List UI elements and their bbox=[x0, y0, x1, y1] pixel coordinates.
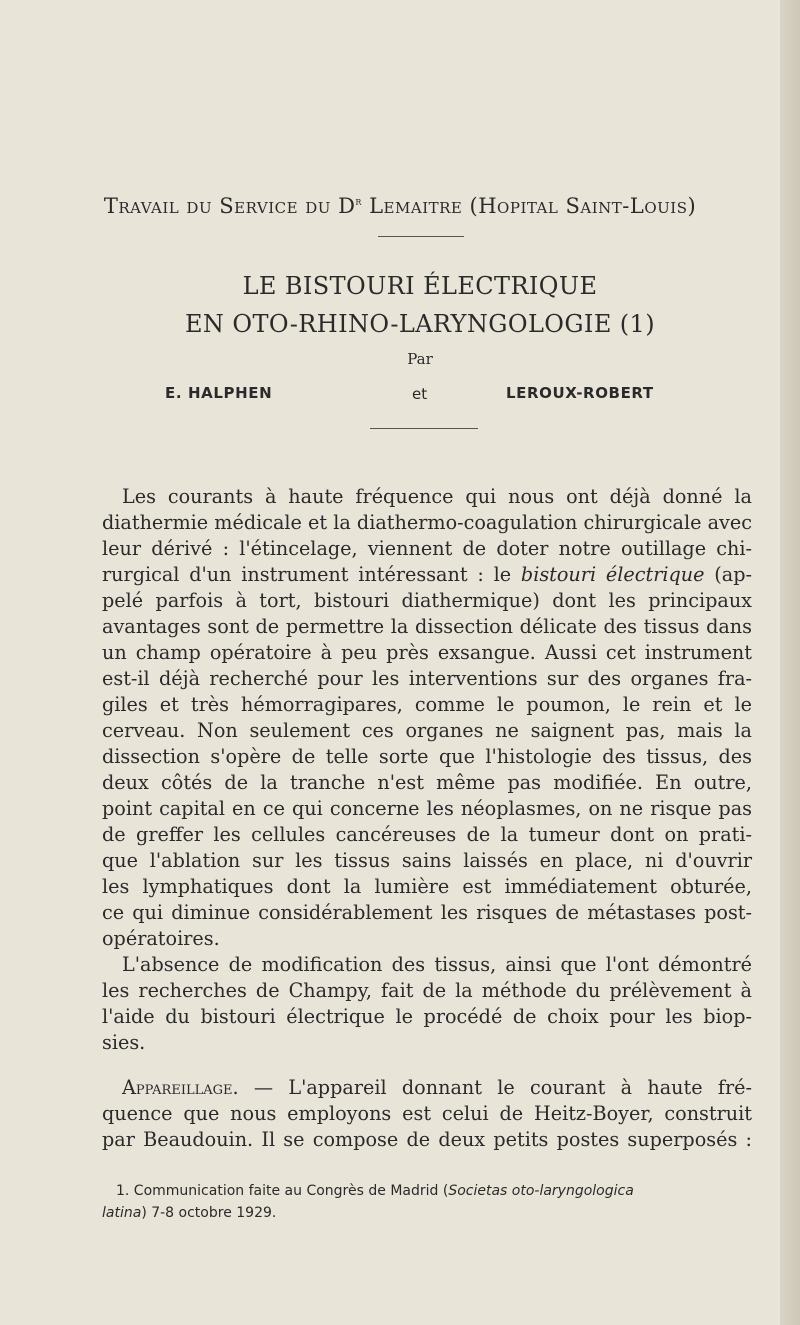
body-line: quence que nous employons est celui de Heitz-Boyer, construit bbox=[102, 1102, 752, 1125]
body-line: Les courants à haute fréquence qui nous ont déjà donné la bbox=[122, 485, 752, 508]
author-1: E. HALPHEN bbox=[165, 384, 273, 402]
body-line: rurgical d'un instrument intéressant : le bistouri électrique (ap- bbox=[102, 563, 752, 586]
running-header: Travail du Service du $D^r$ Lemaitre (Hopital Saint-Louis) bbox=[103, 194, 697, 218]
body-line: un champ opératoire à peu près exsangue. Aussi cet instrument bbox=[102, 641, 752, 664]
footnote: 1. Communication faite au Congrès de Madrid (Societas oto-laryngologica latina) 7-8 octobre 1929. bbox=[102, 1183, 634, 1221]
body-line: dissection s'opère de telle sorte que l'histologie des tissus, des bbox=[102, 745, 752, 768]
byline-et: et bbox=[412, 385, 428, 403]
title-line-1: LE BISTOURI ÉLECTRIQUE bbox=[242, 272, 598, 300]
italic-term: bistouri électrique bbox=[520, 563, 705, 586]
body-line: que l'ablation sur les tissus sains laissés en place, ni d'ouvrir bbox=[102, 849, 752, 872]
body-line: deux côtés de la tranche n'est même pas modifiée. En outre, bbox=[102, 771, 752, 794]
body-line: opératoires. bbox=[102, 927, 220, 950]
body-line: est-il déjà recherché pour les interventions sur des organes fra- bbox=[102, 667, 752, 690]
body-line: les lymphatiques dont la lumière est immédiatement obturée, bbox=[102, 875, 752, 898]
body-line: sies. bbox=[102, 1031, 146, 1054]
body-line: l'aide du bistouri électrique le procédé de choix pour les biop- bbox=[102, 1005, 752, 1028]
body-line: L'absence de modification des tissus, ainsi que l'ont démontré bbox=[122, 953, 752, 976]
body-line: ce qui diminue considérablement les risques de métastases post- bbox=[102, 901, 752, 924]
header-rule bbox=[378, 236, 464, 237]
body-line: leur dérivé : l'étincelage, viennent de doter notre outillage chi- bbox=[102, 537, 752, 560]
section-lead: Appareillage. bbox=[122, 1076, 239, 1099]
body-line: cerveau. Non seulement ces organes ne saignent pas, mais la bbox=[102, 719, 752, 742]
body-line: point capital en ce qui concerne les néoplasmes, on ne risque pas bbox=[102, 797, 752, 820]
byline-rule bbox=[370, 428, 478, 429]
body-line: diathermie médicale et la diathermo-coagulation chirurgicale avec bbox=[102, 511, 752, 534]
body-line: de greffer les cellules cancéreuses de la tumeur dont on prati- bbox=[102, 823, 752, 846]
body-line: giles et très hémorragipares, comme le poumon, le rein et le bbox=[102, 693, 752, 716]
body-line: Appareillage. — L'appareil donnant le courant à haute fré- bbox=[122, 1076, 752, 1099]
author-2: LEROUX-ROBERT bbox=[506, 384, 654, 402]
body-line: les recherches de Champy, fait de la méthode du prélèvement à bbox=[102, 979, 752, 1002]
byline-par: Par bbox=[407, 350, 433, 368]
body-line: pelé parfois à tort, bistouri diathermique) dont les principaux bbox=[102, 589, 752, 612]
body-line: avantages sont de permettre la dissection délicate des tissus dans bbox=[102, 615, 752, 638]
body-line: par Beaudouin. Il se compose de deux petits postes superposés : bbox=[102, 1128, 752, 1151]
title-line-2: EN OTO-RHINO-LARYNGOLOGIE (1) bbox=[185, 310, 655, 338]
